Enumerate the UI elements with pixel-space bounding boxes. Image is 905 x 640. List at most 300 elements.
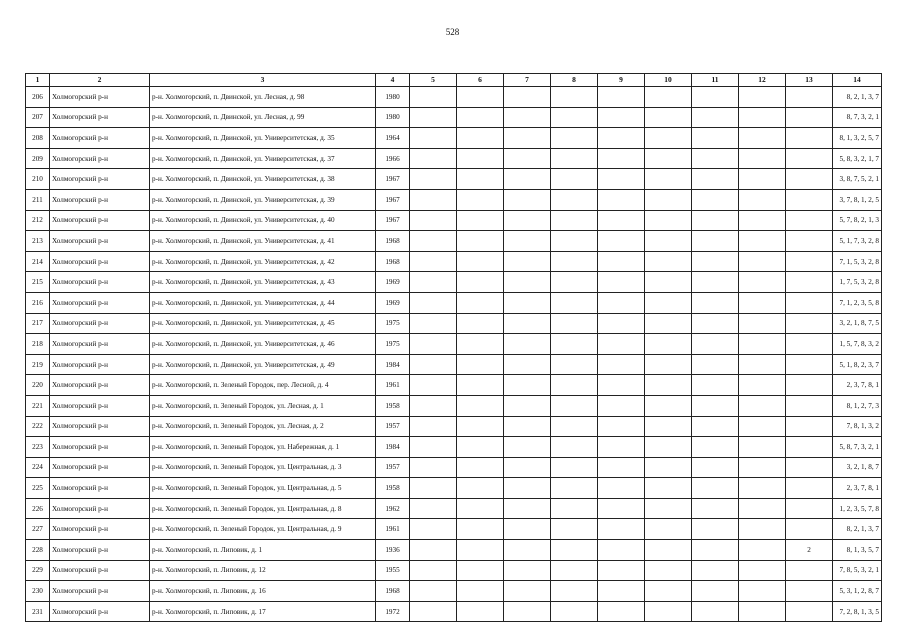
column-14-cell: 8, 1, 3, 2, 5, 7 [833, 128, 882, 149]
empty-cell [504, 231, 551, 252]
column-13-cell [786, 375, 833, 396]
empty-cell [645, 478, 692, 499]
empty-cell [645, 601, 692, 622]
empty-cell [692, 478, 739, 499]
year-cell: 1975 [376, 334, 410, 355]
empty-cell [598, 560, 645, 581]
address-cell: р-н. Холмогорский, п. Липовик, д. 12 [150, 560, 376, 581]
empty-cell [598, 540, 645, 561]
empty-cell [551, 334, 598, 355]
column-13-cell [786, 251, 833, 272]
table-row [26, 334, 882, 355]
address-cell: р-н. Холмогорский, п. Двинской, ул. Университетская, д. 35 [150, 128, 376, 149]
empty-cell [598, 416, 645, 437]
year-cell: 1968 [376, 251, 410, 272]
empty-cell [598, 519, 645, 540]
empty-cell [598, 354, 645, 375]
column-header: 12 [739, 74, 786, 87]
empty-cell [645, 107, 692, 128]
empty-cell [551, 457, 598, 478]
column-14-cell: 8, 7, 3, 2, 1 [833, 107, 882, 128]
empty-cell [410, 128, 457, 149]
register-table [25, 73, 882, 622]
column-14-cell: 3, 8, 7, 5, 2, 1 [833, 169, 882, 190]
table-row [26, 251, 882, 272]
row-number-cell: 211 [26, 189, 50, 210]
empty-cell [739, 498, 786, 519]
column-14-cell: 7, 8, 5, 3, 2, 1 [833, 560, 882, 581]
column-14-cell: 5, 8, 3, 2, 1, 7 [833, 148, 882, 169]
empty-cell [739, 334, 786, 355]
empty-cell [410, 231, 457, 252]
column-header: 7 [504, 74, 551, 87]
column-header: 5 [410, 74, 457, 87]
row-number-cell: 229 [26, 560, 50, 581]
empty-cell [692, 231, 739, 252]
empty-cell [504, 313, 551, 334]
table-row [26, 560, 882, 581]
row-number-cell: 224 [26, 457, 50, 478]
empty-cell [504, 251, 551, 272]
empty-cell [551, 437, 598, 458]
empty-cell [457, 272, 504, 293]
empty-cell [645, 148, 692, 169]
empty-cell [410, 560, 457, 581]
empty-cell [598, 87, 645, 108]
column-header: 9 [598, 74, 645, 87]
empty-cell [410, 540, 457, 561]
empty-cell [504, 87, 551, 108]
column-14-cell: 8, 2, 1, 3, 7 [833, 519, 882, 540]
column-header: 4 [376, 74, 410, 87]
column-header: 6 [457, 74, 504, 87]
district-cell: Холмогорский р-н [50, 560, 150, 581]
row-number-cell: 206 [26, 87, 50, 108]
empty-cell [551, 87, 598, 108]
empty-cell [739, 601, 786, 622]
empty-cell [410, 395, 457, 416]
empty-cell [692, 210, 739, 231]
table-row [26, 519, 882, 540]
empty-cell [410, 498, 457, 519]
column-13-cell [786, 437, 833, 458]
empty-cell [410, 210, 457, 231]
address-cell: р-н. Холмогорский, п. Двинской, ул. Университетская, д. 45 [150, 313, 376, 334]
row-number-cell: 207 [26, 107, 50, 128]
empty-cell [504, 498, 551, 519]
empty-cell [598, 231, 645, 252]
empty-cell [504, 437, 551, 458]
table-row [26, 540, 882, 561]
address-cell: р-н. Холмогорский, п. Двинской, ул. Университетская, д. 39 [150, 189, 376, 210]
year-cell: 1962 [376, 498, 410, 519]
column-13-cell [786, 560, 833, 581]
empty-cell [598, 437, 645, 458]
empty-cell [598, 107, 645, 128]
address-cell: р-н. Холмогорский, п. Зеленый Городок, ул. Набережная, д. 1 [150, 437, 376, 458]
empty-cell [645, 210, 692, 231]
empty-cell [598, 581, 645, 602]
column-14-cell: 1, 5, 7, 8, 3, 2 [833, 334, 882, 355]
empty-cell [410, 601, 457, 622]
empty-cell [551, 601, 598, 622]
column-14-cell: 8, 2, 1, 3, 7 [833, 87, 882, 108]
table-row [26, 354, 882, 375]
district-cell: Холмогорский р-н [50, 231, 150, 252]
empty-cell [692, 560, 739, 581]
empty-cell [457, 560, 504, 581]
row-number-cell: 212 [26, 210, 50, 231]
column-13-cell [786, 292, 833, 313]
empty-cell [410, 457, 457, 478]
empty-cell [598, 251, 645, 272]
empty-cell [551, 189, 598, 210]
empty-cell [457, 416, 504, 437]
empty-cell [645, 87, 692, 108]
empty-cell [739, 437, 786, 458]
district-cell: Холмогорский р-н [50, 437, 150, 458]
empty-cell [645, 354, 692, 375]
district-cell: Холмогорский р-н [50, 107, 150, 128]
empty-cell [551, 272, 598, 293]
empty-cell [645, 498, 692, 519]
row-number-cell: 210 [26, 169, 50, 190]
row-number-cell: 214 [26, 251, 50, 272]
empty-cell [692, 87, 739, 108]
empty-cell [457, 375, 504, 396]
empty-cell [739, 189, 786, 210]
column-13-cell [786, 334, 833, 355]
empty-cell [504, 128, 551, 149]
empty-cell [598, 313, 645, 334]
table-row [26, 292, 882, 313]
empty-cell [598, 478, 645, 499]
table-row [26, 148, 882, 169]
district-cell: Холмогорский р-н [50, 251, 150, 272]
empty-cell [551, 395, 598, 416]
empty-cell [457, 601, 504, 622]
empty-cell [551, 148, 598, 169]
year-cell: 1975 [376, 313, 410, 334]
empty-cell [645, 581, 692, 602]
empty-cell [692, 457, 739, 478]
address-cell: р-н. Холмогорский, п. Зеленый Городок, ул. Лесная, д. 1 [150, 395, 376, 416]
row-number-cell: 225 [26, 478, 50, 499]
empty-cell [692, 169, 739, 190]
address-cell: р-н. Холмогорский, п. Двинской, ул. Университетская, д. 42 [150, 251, 376, 272]
column-14-cell: 5, 7, 8, 2, 1, 3 [833, 210, 882, 231]
empty-cell [551, 478, 598, 499]
empty-cell [457, 128, 504, 149]
empty-cell [739, 231, 786, 252]
year-cell: 1957 [376, 457, 410, 478]
column-13-cell [786, 128, 833, 149]
column-14-cell: 1, 7, 5, 3, 2, 8 [833, 272, 882, 293]
empty-cell [504, 375, 551, 396]
table-row [26, 601, 882, 622]
district-cell: Холмогорский р-н [50, 416, 150, 437]
row-number-cell: 216 [26, 292, 50, 313]
empty-cell [692, 251, 739, 272]
empty-cell [692, 395, 739, 416]
column-13-cell [786, 231, 833, 252]
district-cell: Холмогорский р-н [50, 478, 150, 499]
table-row [26, 581, 882, 602]
table-row [26, 478, 882, 499]
empty-cell [598, 128, 645, 149]
table-row [26, 87, 882, 108]
empty-cell [457, 334, 504, 355]
empty-cell [645, 334, 692, 355]
year-cell: 1958 [376, 478, 410, 499]
column-14-cell: 7, 8, 1, 3, 2 [833, 416, 882, 437]
empty-cell [410, 478, 457, 499]
empty-cell [410, 189, 457, 210]
empty-cell [410, 334, 457, 355]
table-body [26, 87, 882, 622]
year-cell: 1969 [376, 292, 410, 313]
empty-cell [551, 313, 598, 334]
row-number-cell: 217 [26, 313, 50, 334]
empty-cell [739, 478, 786, 499]
column-14-cell: 5, 1, 8, 2, 3, 7 [833, 354, 882, 375]
empty-cell [551, 540, 598, 561]
empty-cell [551, 231, 598, 252]
address-cell: р-н. Холмогорский, п. Липовик, д. 16 [150, 581, 376, 602]
column-14-cell: 2, 3, 7, 8, 1 [833, 375, 882, 396]
district-cell: Холмогорский р-н [50, 292, 150, 313]
column-14-cell: 8, 1, 2, 7, 3 [833, 395, 882, 416]
empty-cell [551, 519, 598, 540]
empty-cell [504, 107, 551, 128]
table-row [26, 498, 882, 519]
table-row [26, 437, 882, 458]
year-cell: 1936 [376, 540, 410, 561]
empty-cell [504, 560, 551, 581]
row-number-cell: 226 [26, 498, 50, 519]
address-cell: р-н. Холмогорский, п. Зеленый Городок, ул. Центральная, д. 3 [150, 457, 376, 478]
empty-cell [692, 354, 739, 375]
row-number-cell: 227 [26, 519, 50, 540]
empty-cell [692, 581, 739, 602]
empty-cell [410, 169, 457, 190]
address-cell: р-н. Холмогорский, п. Зеленый Городок, ул. Центральная, д. 9 [150, 519, 376, 540]
district-cell: Холмогорский р-н [50, 457, 150, 478]
empty-cell [645, 231, 692, 252]
column-header: 11 [692, 74, 739, 87]
empty-cell [457, 251, 504, 272]
column-14-cell: 1, 2, 3, 5, 7, 8 [833, 498, 882, 519]
column-header: 13 [786, 74, 833, 87]
empty-cell [504, 457, 551, 478]
column-header: 3 [150, 74, 376, 87]
empty-cell [457, 189, 504, 210]
empty-cell [739, 272, 786, 293]
column-13-cell [786, 478, 833, 499]
empty-cell [739, 540, 786, 561]
empty-cell [645, 313, 692, 334]
empty-cell [410, 437, 457, 458]
row-number-cell: 215 [26, 272, 50, 293]
column-13-cell [786, 148, 833, 169]
empty-cell [504, 354, 551, 375]
column-14-cell: 3, 2, 1, 8, 7 [833, 457, 882, 478]
empty-cell [645, 560, 692, 581]
address-cell: р-н. Холмогорский, п. Зеленый Городок, ул. Центральная, д. 5 [150, 478, 376, 499]
empty-cell [457, 437, 504, 458]
page-number: 528 [445, 27, 460, 37]
table-row [26, 210, 882, 231]
empty-cell [739, 292, 786, 313]
empty-cell [598, 334, 645, 355]
table-row [26, 231, 882, 252]
empty-cell [739, 128, 786, 149]
empty-cell [645, 416, 692, 437]
empty-cell [457, 210, 504, 231]
column-13-cell [786, 601, 833, 622]
row-number-cell: 221 [26, 395, 50, 416]
empty-cell [551, 375, 598, 396]
column-13-cell [786, 457, 833, 478]
empty-cell [457, 148, 504, 169]
empty-cell [551, 251, 598, 272]
address-cell: р-н. Холмогорский, п. Двинской, ул. Университетская, д. 40 [150, 210, 376, 231]
table-row [26, 375, 882, 396]
district-cell: Холмогорский р-н [50, 169, 150, 190]
column-13-cell: 2 [786, 540, 833, 561]
row-number-cell: 209 [26, 148, 50, 169]
empty-cell [457, 169, 504, 190]
address-cell: р-н. Холмогорский, п. Зеленый Городок, ул. Центральная, д. 8 [150, 498, 376, 519]
year-cell: 1972 [376, 601, 410, 622]
empty-cell [457, 231, 504, 252]
row-number-cell: 208 [26, 128, 50, 149]
empty-cell [739, 148, 786, 169]
empty-cell [692, 107, 739, 128]
empty-cell [551, 560, 598, 581]
empty-cell [739, 375, 786, 396]
empty-cell [598, 292, 645, 313]
empty-cell [457, 313, 504, 334]
empty-cell [457, 292, 504, 313]
district-cell: Холмогорский р-н [50, 210, 150, 231]
empty-cell [598, 395, 645, 416]
empty-cell [692, 498, 739, 519]
column-13-cell [786, 272, 833, 293]
column-13-cell [786, 313, 833, 334]
empty-cell [410, 354, 457, 375]
district-cell: Холмогорский р-н [50, 272, 150, 293]
year-cell: 1967 [376, 169, 410, 190]
column-13-cell [786, 498, 833, 519]
address-cell: р-н. Холмогорский, п. Двинской, ул. Университетская, д. 46 [150, 334, 376, 355]
empty-cell [504, 169, 551, 190]
column-14-cell: 7, 1, 2, 3, 5, 8 [833, 292, 882, 313]
column-header: 2 [50, 74, 150, 87]
column-13-cell [786, 189, 833, 210]
empty-cell [504, 395, 551, 416]
empty-cell [645, 169, 692, 190]
empty-cell [692, 272, 739, 293]
empty-cell [739, 581, 786, 602]
column-13-cell [786, 581, 833, 602]
table-row [26, 457, 882, 478]
empty-cell [645, 375, 692, 396]
empty-cell [551, 128, 598, 149]
year-cell: 1958 [376, 395, 410, 416]
row-number-cell: 228 [26, 540, 50, 561]
empty-cell [739, 457, 786, 478]
empty-cell [598, 272, 645, 293]
empty-cell [457, 107, 504, 128]
empty-cell [645, 519, 692, 540]
empty-cell [598, 498, 645, 519]
empty-cell [410, 416, 457, 437]
empty-cell [692, 313, 739, 334]
address-cell: р-н. Холмогорский, п. Двинской, ул. Университетская, д. 43 [150, 272, 376, 293]
empty-cell [598, 210, 645, 231]
empty-cell [410, 375, 457, 396]
empty-cell [692, 189, 739, 210]
empty-cell [551, 354, 598, 375]
empty-cell [598, 189, 645, 210]
table-row [26, 272, 882, 293]
empty-cell [692, 128, 739, 149]
column-13-cell [786, 107, 833, 128]
empty-cell [692, 292, 739, 313]
column-13-cell [786, 87, 833, 108]
empty-cell [457, 457, 504, 478]
empty-cell [410, 313, 457, 334]
address-cell: р-н. Холмогорский, п. Двинской, ул. Университетская, д. 44 [150, 292, 376, 313]
column-header: 14 [833, 74, 882, 87]
district-cell: Холмогорский р-н [50, 87, 150, 108]
district-cell: Холмогорский р-н [50, 189, 150, 210]
empty-cell [504, 519, 551, 540]
row-number-cell: 230 [26, 581, 50, 602]
empty-cell [551, 416, 598, 437]
address-cell: р-н. Холмогорский, п. Липовик, д. 1 [150, 540, 376, 561]
empty-cell [598, 457, 645, 478]
address-cell: р-н. Холмогорский, п. Двинской, ул. Университетская, д. 38 [150, 169, 376, 190]
empty-cell [692, 416, 739, 437]
column-14-cell: 5, 1, 7, 3, 2, 8 [833, 231, 882, 252]
row-number-cell: 220 [26, 375, 50, 396]
empty-cell [692, 601, 739, 622]
empty-cell [457, 498, 504, 519]
empty-cell [551, 169, 598, 190]
table-row [26, 313, 882, 334]
address-cell: р-н. Холмогорский, п. Двинской, ул. Университетская, д. 37 [150, 148, 376, 169]
year-cell: 1984 [376, 437, 410, 458]
district-cell: Холмогорский р-н [50, 313, 150, 334]
column-14-cell: 5, 3, 1, 2, 8, 7 [833, 581, 882, 602]
row-number-cell: 213 [26, 231, 50, 252]
empty-cell [410, 87, 457, 108]
empty-cell [504, 416, 551, 437]
column-header: 10 [645, 74, 692, 87]
empty-cell [645, 189, 692, 210]
empty-cell [457, 478, 504, 499]
year-cell: 1980 [376, 87, 410, 108]
empty-cell [457, 354, 504, 375]
district-cell: Холмогорский р-н [50, 375, 150, 396]
column-13-cell [786, 519, 833, 540]
empty-cell [410, 272, 457, 293]
empty-cell [645, 272, 692, 293]
row-number-cell: 219 [26, 354, 50, 375]
empty-cell [645, 128, 692, 149]
